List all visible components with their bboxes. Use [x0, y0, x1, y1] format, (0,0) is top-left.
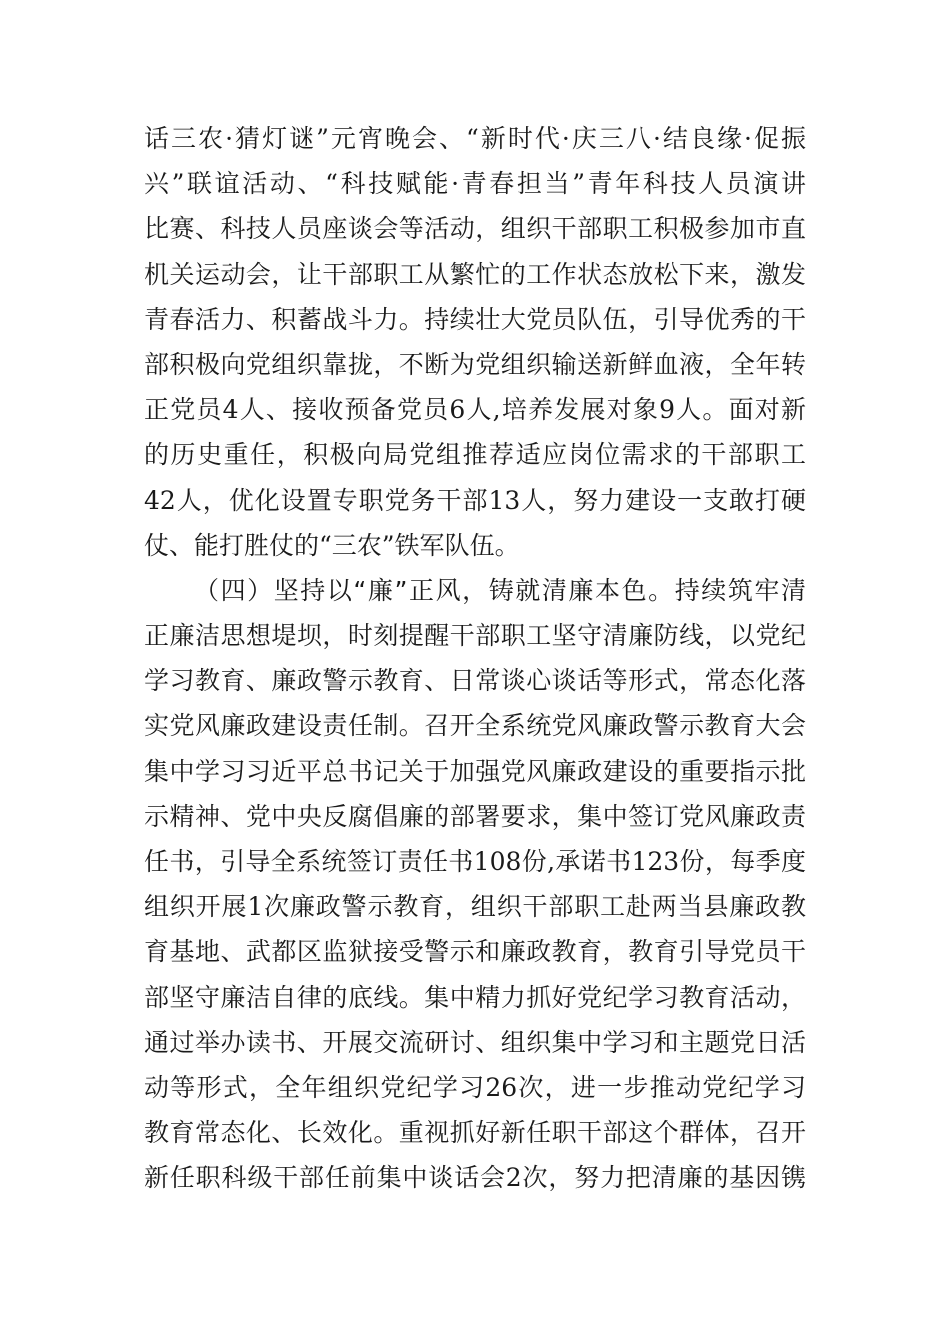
text-line: 组织开展1次廉政警示教育，组织干部职工赴两当县廉政教: [144, 892, 806, 922]
text-line: 动等形式，全年组织党纪学习26次，进一步推动党纪学习: [144, 1072, 806, 1102]
text-line: 仗、能打胜仗的“三农”铁军队伍。: [144, 530, 520, 560]
paragraph-2: [144, 568, 806, 1201]
text-line: 示精神、党中央反腐倡廉的部署要求，集中签订党风廉政责: [144, 801, 806, 831]
text-line: 正廉洁思想堤坝，时刻提醒干部职工坚守清廉防线，以党纪: [144, 621, 806, 651]
text-line: 通过举办读书、开展交流研讨、组织集中学习和主题党日活: [144, 1027, 806, 1057]
text-line: 的历史重任，积极向局党组推荐适应岗位需求的干部职工: [144, 440, 806, 470]
text-line: 实党风廉政建设责任制。召开全系统党风廉政警示教育大会: [144, 711, 806, 741]
section-heading-line: [144, 568, 806, 613]
text-line: 话三农·猜灯谜”元宵晚会、“新时代·庆三八·结良缘·促振: [144, 124, 806, 153]
text-line: 学习教育、廉政警示教育、日常谈心谈话等形式，常态化落: [144, 666, 806, 696]
text-line: 机关运动会，让干部职工从繁忙的工作状态放松下来，激发: [144, 259, 806, 289]
text-line: 兴”联谊活动、“科技赋能·青春担当”青年科技人员演讲: [144, 169, 806, 199]
text-line: 教育常态化、长效化。重视抓好新任职干部这个群体，召开: [144, 1118, 806, 1148]
text-line: 新任职科级干部任前集中谈话会2次，努力把清廉的基因镌: [144, 1163, 806, 1193]
text-line: 部积极向党组织靠拢，不断为党组织输送新鲜血液，全年转: [144, 349, 806, 379]
text-line: 比赛、科技人员座谈会等活动，组织干部职工积极参加市直: [144, 214, 806, 244]
text-line: 青春活力、积蓄战斗力。持续壮大党员队伍，引导优秀的干: [144, 304, 806, 334]
body-text: [144, 116, 806, 1201]
text-line: 任书，引导全系统签订责任书108份,承诺书123份，每季度: [144, 847, 806, 876]
text-line: 42人，优化设置专职党务干部13人，努力建设一支敢打硬: [144, 485, 806, 515]
text-line: 部坚守廉洁自律的底线。集中精力抓好党纪学习教育活动，: [144, 982, 806, 1012]
section-heading: （四）坚持以“廉”正风，铸就清廉本色。: [194, 575, 675, 605]
text-line: 集中学习习近平总书记关于加强党风廉政建设的重要指示批: [144, 756, 806, 786]
text-line: 育基地、武都区监狱接受警示和廉政教育，教育引导党员干: [144, 937, 806, 967]
text-line: 正党员4人、接收预备党员6人,培养发展对象9人。面对新: [144, 395, 806, 425]
paragraph-1: [144, 116, 806, 568]
heading-line-continuation: 持续筑牢清: [674, 575, 806, 605]
